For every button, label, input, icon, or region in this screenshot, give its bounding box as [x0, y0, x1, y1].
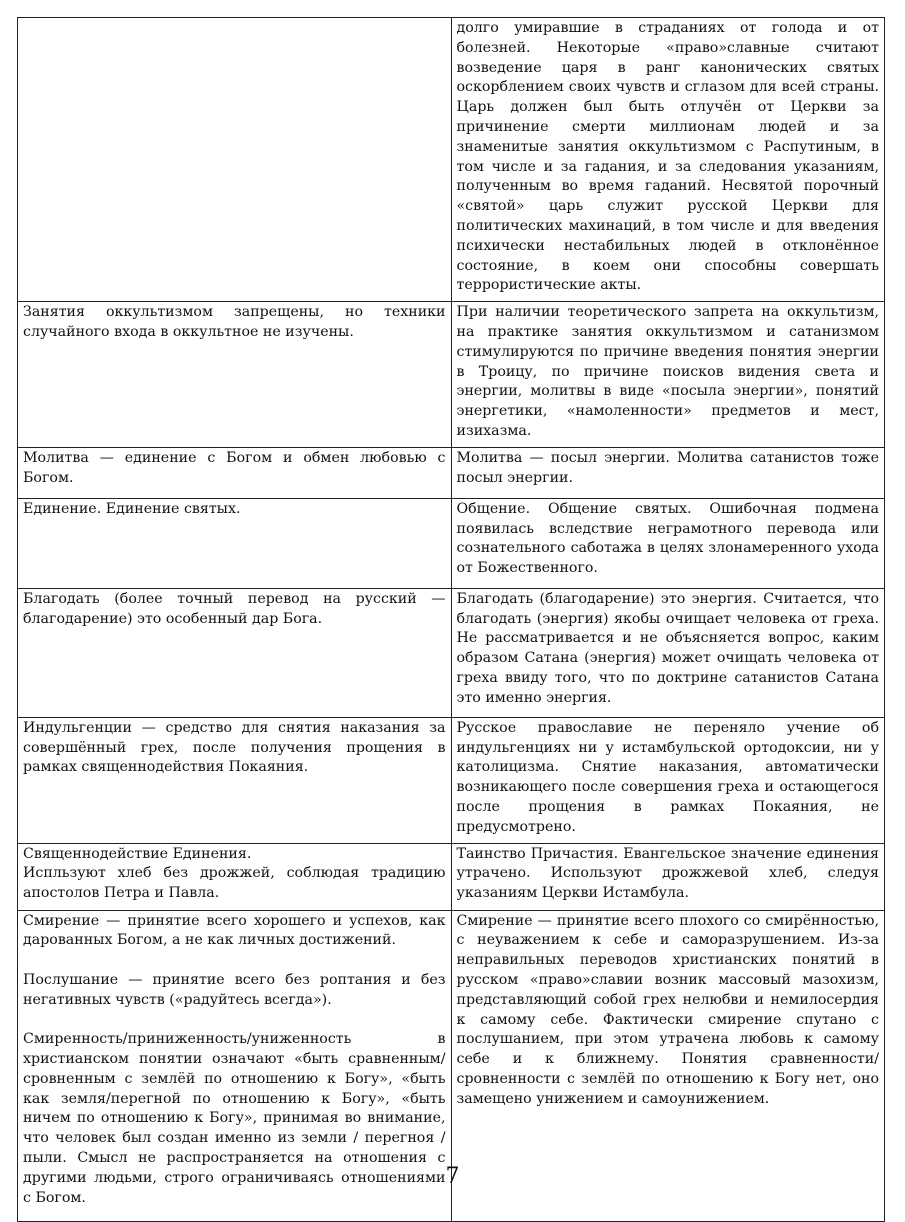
cell-paragraph: Смиренность/приниженность/униженность в христианском понятии означают «быть сравненным/сровненным с землёй по отношению к Богу», «быть как земля/перегной по отношению к Богу», «быть ничем по отношению к Богу», принимая во внимание, что человек был создан именно из земли / перегноя / пыли. Смысл не распространяется на отношения с другими людьми, строго ограничиваясь отношениями с Богом.	[23, 1031, 446, 1206]
table-cell-left	[18, 447, 452, 498]
cell-paragraph: Молитва — посыл энергии. Молитва сатанистов тоже посыл энергии.	[456, 449, 879, 486]
table-body	[18, 18, 885, 1222]
table-cell-left	[18, 302, 452, 448]
table-cell-right	[451, 588, 885, 717]
cell-paragraph: Смирение — принятие всего хорошего и успехов, как дарованных Богом, а не как личных достижений.	[23, 912, 446, 949]
cell-paragraph: Молитва — единение с Богом и обмен любовью с Богом.	[23, 449, 446, 486]
cell-paragraph: Русское православие не переняло учение об индульгенциях ни у истамбульской ортодоксии, ни у католицизма. Снятие наказания, автоматически возникающего после совершения греха и остающегося после прощения в рамках Покаяния, не предусмотрено.	[456, 719, 879, 835]
table-cell-left	[18, 843, 452, 910]
table-cell-right	[451, 498, 885, 588]
table-cell-left	[18, 18, 452, 302]
table-cell-left	[18, 588, 452, 717]
cell-paragraph: Послушание — принятие всего без роптания и без негативных чувств («радуйтесь всегда»).	[23, 971, 446, 1008]
table-cell-left	[18, 717, 452, 843]
table-cell-right	[451, 18, 885, 302]
table-row	[18, 843, 885, 910]
cell-paragraph: Таинство Причастия. Евангельское значение единения утрачено. Используют дрожжевой хлеб, следуя указаниям Церкви Истамбула.	[456, 845, 879, 902]
comparison-table	[17, 17, 885, 1222]
cell-paragraph: Благодать (более точный перевод на русский — благодарение) это особенный дар Бога.	[23, 590, 446, 627]
table-row	[18, 447, 885, 498]
table-cell-right	[451, 447, 885, 498]
table-row	[18, 588, 885, 717]
cell-paragraph: При наличии теоретического запрета на оккультизм, на практике занятия оккультизмом и сатанизмом стимулируются по причине введения понятия энергии в Троицу, по причине поисков видения света и энергии, молитвы в виде «посыла энергии», понятий энергетики, «намоленности» предметов и мест, изихазма.	[456, 304, 879, 439]
cell-paragraph: Занятия оккультизмом запрещены, но техники случайного входа в оккультное не изучены.	[23, 304, 446, 340]
table-cell-right	[451, 843, 885, 910]
cell-paragraph: Благодать (благодарение) это энергия. Считается, что благодать (энергия) якобы очищает человека от греха. Не рассматривается и не объясняется вопрос, каким образом Сатана (энергия) может очищать человека от греха ввиду того, что по доктрине сатанистов Сатана это именно энергия.	[456, 590, 879, 706]
table-cell-left	[18, 498, 452, 588]
table-cell-right	[451, 717, 885, 843]
cell-paragraph: Единение. Единение святых.	[23, 500, 241, 517]
table-row	[18, 18, 885, 302]
table-row	[18, 717, 885, 843]
table-row	[18, 302, 885, 448]
cell-paragraph: Священнодействие Единения. Испльзуют хлеб без дрожжей, соблюдая традицию апостолов Петра и Павла.	[23, 845, 446, 902]
cell-paragraph: Общение. Общение святых. Ошибочная подмена появилась вследствие неграмотного перевода или сознательного саботажа в целях злонамеренного ухода от Божественного.	[456, 500, 879, 577]
cell-paragraph: Смирение — принятие всего плохого со смирённостью, с неуважением к себе и саморазрушением. Из-за неправильных переводов христианских понятий в русском «право»славии возник массовый мазохизм, представляющий собой грех нелюбви и немилосердия к самому себе. Фактически смирение спутано с послушанием, при этом утрачена любовь к самому себе и к ближнему. Понятия сравненности/сровненности с землёй по отношению к Богу нет, оно замещено унижением и самоунижением.	[456, 912, 879, 1107]
cell-paragraph: долго умиравшие в страданиях от голода и от болезней. Некоторые «право»славные считают возведение царя в ранг канонических святых оскорблением своих чувств и сглазом для всей страны. Царь должен был быть отлучён от Церкви за причинение смерти миллионам людей и за знаменитые занятия оккультизмом с Распутиным, в том числе и за гадания, и за следования указаниям, полученным во время гаданий. Несвятой порочный «святой» царь служит русской Церкви для политических махинаций, в том числе и для введения психически нестабильных людей в отклонённое состояние, в коем они способны совершать террористические акты.	[456, 20, 879, 294]
table-cell-right	[451, 302, 885, 448]
cell-paragraph: Индульгенции — средство для снятия наказания за совершённый грех, после получения прощения в рамках священнодействия Покаяния.	[23, 719, 446, 776]
page-number: 7	[445, 1164, 460, 1189]
table-row	[18, 498, 885, 588]
